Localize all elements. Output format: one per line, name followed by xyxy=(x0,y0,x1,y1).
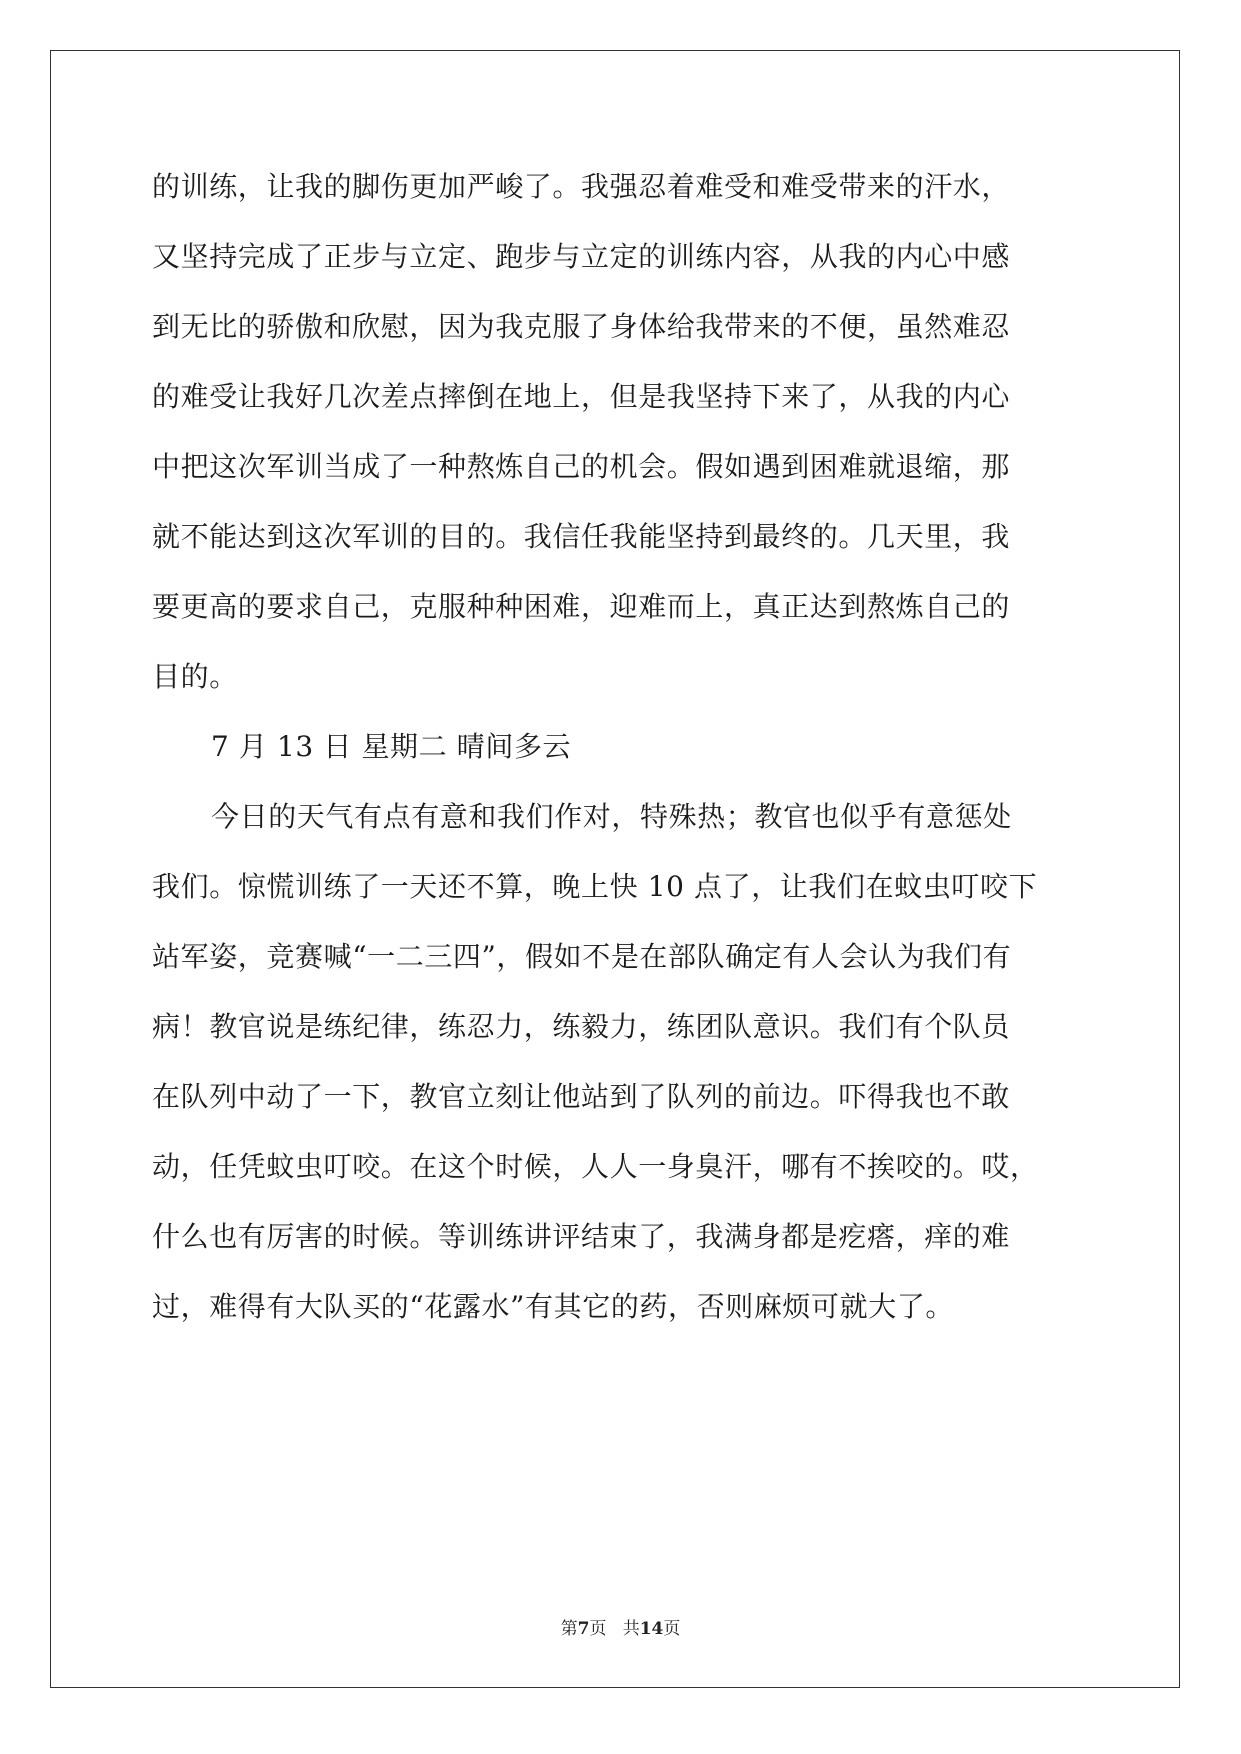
text-line: 站军姿，竞赛喊“一二三四”，假如不是在部队确定有人会认为我们有 xyxy=(152,940,1012,973)
text-line: 今日的天气有点有意和我们作对，特殊热；教官也似乎有意惩处 xyxy=(211,800,1012,833)
text-line: 又坚持完成了正步与立定、跑步与立定的训练内容，从我的内心中感 xyxy=(152,240,1011,273)
footer-total-unit: 页 xyxy=(663,1619,681,1639)
text-line: 到无比的骄傲和欣慰，因为我克服了身体给我带来的不便，虽然难忍 xyxy=(152,310,1011,343)
text-line: 过，难得有大队买的“花露水”有其它的药，否则麻烦可就大了。 xyxy=(152,1290,955,1323)
current-page-number: 7 xyxy=(577,1619,590,1639)
footer-page-unit: 页 xyxy=(589,1619,607,1639)
total-page-number: 14 xyxy=(639,1619,664,1639)
page-footer xyxy=(0,1614,1241,1639)
text-line: 动，任凭蚊虫叮咬。在这个时候，人人一身臭汗，哪有不挨咬的。哎， xyxy=(152,1150,1039,1183)
diary-date-heading: 7 月 13 日 星期二 晴间多云 xyxy=(211,730,572,763)
footer-prefix: 第 xyxy=(560,1619,578,1639)
document-body xyxy=(152,152,1088,1342)
text-line: 什么也有厉害的时候。等训练讲评结束了，我满身都是疙瘩，痒的难 xyxy=(152,1220,1011,1253)
text-line: 的训练，让我的脚伤更加严峻了。我强忍着难受和难受带来的汗水， xyxy=(152,170,1011,203)
text-line: 在队列中动了一下，教官立刻让他站到了队列的前边。吓得我也不敢 xyxy=(152,1080,1011,1113)
text-line: 中把这次军训当成了一种熬炼自己的机会。假如遇到困难就退缩，那 xyxy=(152,450,1011,483)
text-line: 要更高的要求自己，克服种种困难，迎难而上，真正达到熬炼自己的 xyxy=(152,590,1011,623)
text-line: 我们。惊慌训练了一天还不算，晚上快 10 点了，让我们在蚊虫叮咬下 xyxy=(152,870,1038,903)
text-line: 目的。 xyxy=(152,660,238,693)
footer-total-prefix: 共 xyxy=(622,1619,640,1639)
text-line: 的难受让我好几次差点摔倒在地上，但是我坚持下来了，从我的内心 xyxy=(152,380,1011,413)
text-line: 病！教官说是练纪律，练忍力，练毅力，练团队意识。我们有个队员 xyxy=(152,1010,1011,1043)
text-line: 就不能达到这次军训的目的。我信任我能坚持到最终的。几天里，我 xyxy=(152,520,1011,553)
